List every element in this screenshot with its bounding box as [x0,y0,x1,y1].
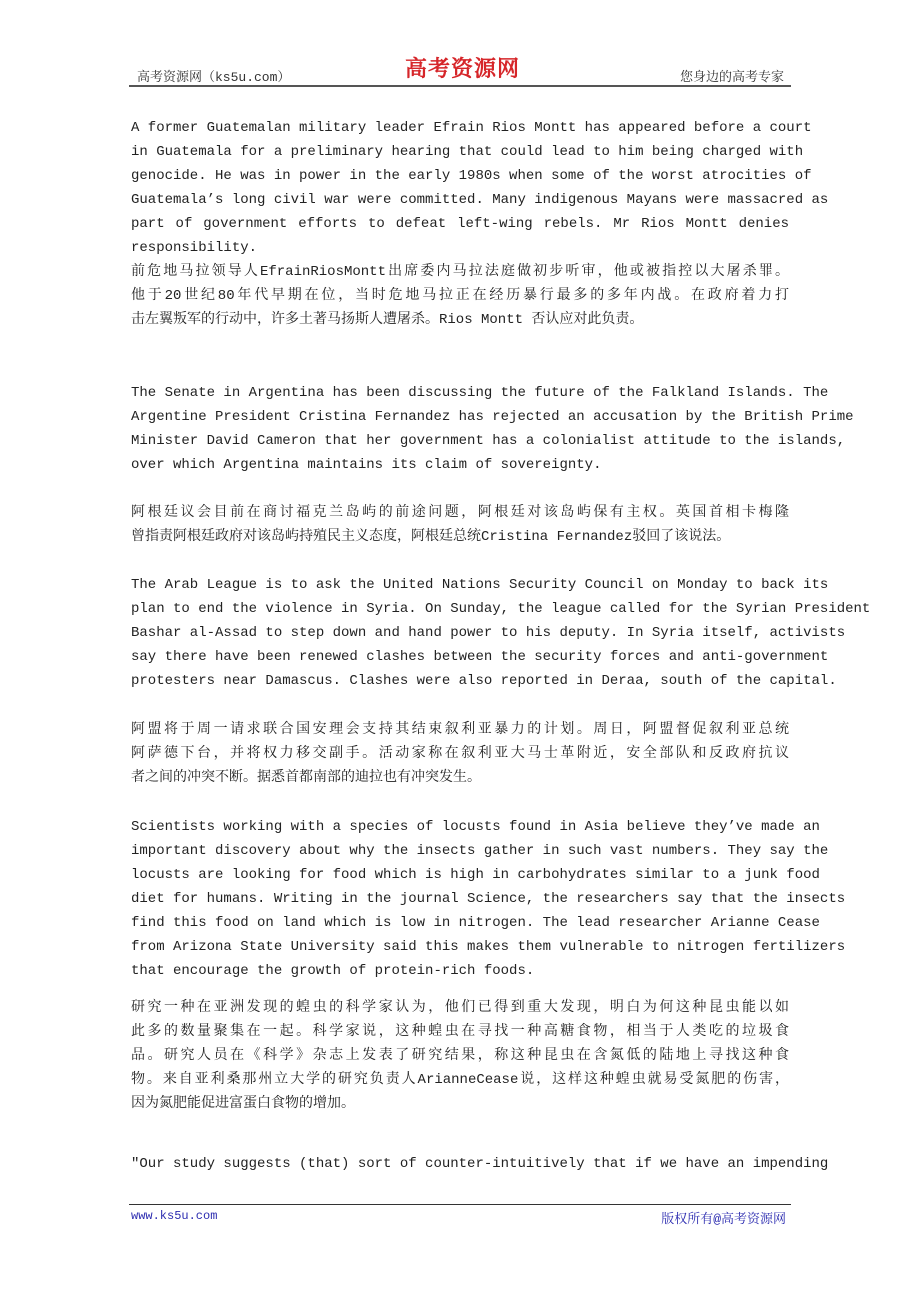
text-line: in Guatemala for a preliminary hearing that could lead to him being charged with [131,144,804,160]
text-line: 因为氮肥能促进富蛋白食物的增加。 [131,1096,355,1112]
text-line: say there have been renewed clashes between the security forces and anti-government [131,649,829,665]
text-line: 他于20世纪80年代早期在位，当时危地马拉正在经历暴行最多的多年内战。在政府着力打 [131,288,789,304]
text-line: protesters near Damascus. Clashes were also reported in Deraa, south of the capital. [131,673,837,689]
text-line: 击左翼叛军的行动中，许多土著马扬斯人遭屠杀。Rios Montt 否认应对此负责。 [131,312,644,328]
text-line: locusts are looking for food which is high in carbohydrates similar to a junk food [131,867,820,883]
text-line: important discovery about why the insects gather in such vast numbers. They say the [131,843,829,859]
text-line: The Senate in Argentina has been discussing the future of the Falkland Islands. The [131,385,829,401]
text-line: 品。研究人员在《科学》杂志上发表了研究结果，称这种昆虫在含氮低的陆地上寻找这种食 [131,1048,789,1064]
text-line: responsibility. [131,240,258,256]
text-line: Scientists working with a species of locusts found in Asia believe they’ve made an [131,819,820,835]
text-line: diet for humans. Writing in the journal Science, the researchers say that the insects [131,891,846,907]
text-line: 阿萨德下台，并将权力移交副手。活动家称在叙利亚大马士革附近，安全部队和反政府抗议 [131,746,789,762]
paragraph [131,381,854,477]
header-slogan: 您身边的高考专家 [679,70,784,85]
paragraph [131,815,846,983]
text-line: plan to end the violence in Syria. On Sunday, the league called for the Syrian President [131,601,871,617]
header-logo: 高考资源网 [405,56,521,82]
text-line: genocide. He was in power in the early 1980s when some of the worst atrocities of [131,168,812,184]
paragraph [131,996,789,1116]
text-line: 前危地马拉领导人EfrainRiosMontt出席委内马拉法庭做初步听审，他或被指控以大屠杀罪。 [131,264,789,280]
text-line: The Arab League is to ask the United Nations Security Council on Monday to back its [131,577,829,593]
text-line: Minister David Cameron that her government has a colonialist attitude to the islands, [131,433,846,449]
text-line: Guatemala’s long civil war were committed. Many indigenous Mayans were massacred as [131,192,829,208]
text-line: 此多的数量聚集在一起。科学家说，这种蝗虫在寻找一种高糖食物，相当于人类吃的垃圾食 [131,1024,789,1040]
text-line: from Arizona State University said this makes them vulnerable to nitrogen fertilizers [131,939,846,955]
text-line: 阿盟将于周一请求联合国安理会支持其结束叙利亚暴力的计划。周日，阿盟督促叙利亚总统 [131,722,789,738]
text-line: 阿根廷议会目前在商讨福克兰岛屿的前途问题，阿根廷对该岛屿保有主权。英国首相卡梅隆 [131,505,789,521]
text-line: over which Argentina maintains its claim of sovereignty. [131,457,602,473]
paragraph [131,260,789,332]
paragraph [131,501,789,549]
text-line: find this food on land which is low in nitrogen. The lead researcher Arianne Cease [131,915,820,931]
text-line: 物。来自亚利桑那州立大学的研究负责人ArianneCease说，这样这种蝗虫就易受氮肥的伤害， [131,1072,789,1088]
text-line: that encourage the growth of protein-rich foods. [131,963,535,979]
text-line: "Our study suggests (that) sort of counter-intuitively that if we have an impending [131,1156,829,1172]
text-line: 者之间的冲突不断。据悉首都南部的迪拉也有冲突发生。 [131,770,481,786]
paragraph [131,1152,829,1176]
footer-divider [129,1204,791,1205]
paragraph [131,116,829,260]
text-line: 研究一种在亚洲发现的蝗虫的科学家认为，他们已得到重大发现，明白为何这种昆虫能以如 [131,1000,789,1016]
text-line: 曾指责阿根廷政府对该岛屿持殖民主义态度，阿根廷总统Cristina Fernandez驳回了该说法。 [131,529,731,545]
text-line: A former Guatemalan military leader Efrain Rios Montt has appeared before a court [131,120,812,136]
paragraph [131,573,871,693]
header-site-name: 高考资源网（ks5u.com） [137,70,291,85]
text-line: part of government efforts to defeat left-wing rebels. Mr Rios Montt denies [131,216,789,232]
header-divider [129,85,791,87]
text-line: Argentine President Cristina Fernandez has rejected an accusation by the British Prime [131,409,854,425]
paragraph [131,718,789,790]
footer-copyright: 版权所有@高考资源网 [661,1212,786,1227]
footer-link[interactable]: www.ks5u.com [131,1209,218,1223]
text-line: Bashar al-Assad to step down and hand power to his deputy. In Syria itself, activists [131,625,846,641]
